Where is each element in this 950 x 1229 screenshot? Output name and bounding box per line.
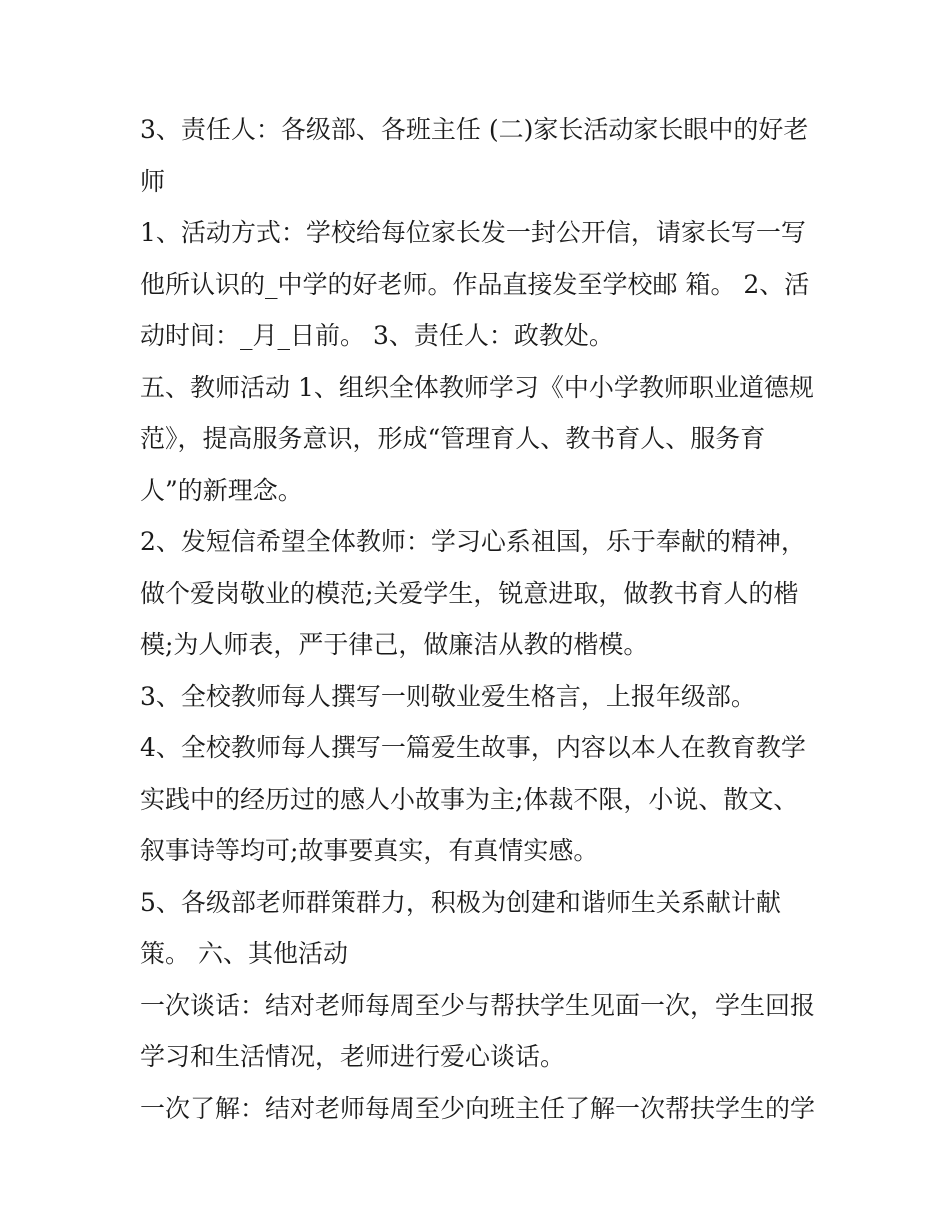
text-line: 人”的新理念。 (140, 475, 303, 505)
paragraph-responsible-parent-activity (140, 104, 830, 207)
text-line: 策。 六、其他活动 (140, 939, 348, 968)
text-line: 实践中的经历过的感人小故事为主;体裁不限，小说、散文、 (140, 784, 799, 814)
paragraph-activity-method (140, 207, 830, 362)
text-line: 做个爱岗敬业的模范;关爱学生，锐意进取，做教书育人的楷 (140, 578, 799, 608)
text-line: 模;为人师表，严于律己，做廉洁从教的楷模。 (140, 630, 649, 659)
text-line: 3、责任人：各级部、各班主任 (二)家长活动家长眼中的好老 (140, 115, 809, 144)
text-line: 叙事诗等均可;故事要真实，有真情实感。 (140, 836, 599, 865)
text-line: 1、活动方式：学校给每位家长发一封公开信，请家长写一写 (140, 218, 806, 247)
text-line: 2、发短信希望全体教师：学习心系祖国，乐于奉献的精神， (140, 527, 806, 556)
document-body (140, 104, 830, 1134)
text-line: 五、教师活动 1、组织全体教师学习《中小学教师职业道德规 (140, 372, 814, 402)
text-line: 师 (140, 166, 166, 196)
text-line: 范》，提高服务意识，形成“管理育人、教书育人、服务育 (140, 424, 766, 453)
paragraph-teacher-activity (140, 362, 830, 517)
text-line: 3、全校教师每人撰写一则敬业爱生格言，上报年级部。 (140, 681, 756, 711)
paragraph-motto (140, 671, 830, 723)
paragraph-sms-message (140, 516, 830, 671)
paragraph-one-understanding (140, 1083, 830, 1135)
text-line: 学习和生活情况，老师进行爱心谈话。 (140, 1042, 566, 1071)
text-line: 一次了解：结对老师每周至少向班主任了解一次帮扶学生的学 (140, 1093, 816, 1123)
text-line: 他所认识的_中学的好老师。作品直接发至学校邮 箱。 2、活 (140, 269, 810, 299)
text-line: 4、全校教师每人撰写一篇爱生故事，内容以本人在教育教学 (140, 733, 806, 762)
text-line: 5、各级部老师群策群力，积极为创建和谐师生关系献计献 (140, 887, 781, 917)
paragraph-story (140, 722, 830, 877)
paragraph-suggestions-other-activities (140, 877, 830, 980)
text-line: 一次谈话：结对老师每周至少与帮扶学生见面一次，学生回报 (140, 990, 816, 1020)
text-line: 动时间：_月_日前。 3、责任人：政教处。 (140, 321, 614, 350)
paragraph-one-talk (140, 980, 830, 1083)
